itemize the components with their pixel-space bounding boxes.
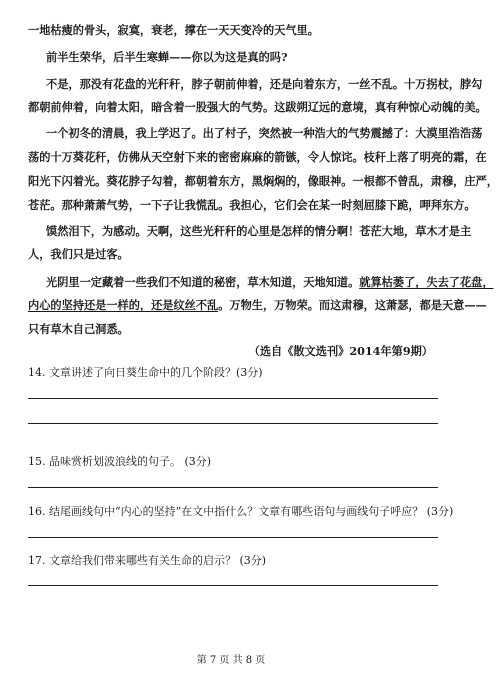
passage-line-13: 只有草木自己洞悉。 [28, 322, 129, 336]
passage-line-11 [46, 275, 494, 289]
question-15: 15. 品味赏析划波浪线的句子。 (3分) [28, 455, 212, 468]
page-footer: 第 7 页 共 8 页 [196, 655, 266, 666]
answer-line-17[interactable] [28, 585, 438, 586]
answer-line-14a[interactable] [28, 398, 438, 399]
passage-line-6: 荡的十万葵花秆，仿佛从天空射下来的密密麻麻的箭镞，令人惊诧。枝秆上落了明亮的霜，在 [28, 150, 487, 164]
question-14: 14. 文章讲述了向日葵生命中的几个阶段？(3分) [28, 366, 263, 379]
passage-line-12 [28, 298, 487, 312]
passage-line-11-text: 光阴里一定藏着一些我们不知道的秘密，草木知道，天地知道。 [46, 275, 360, 289]
passage-line-4: 都朝前伸着，向着太阳，暗含着一股强大的气势。这跋朔辽远的意境，真有种惊心动魄的美。 [28, 100, 487, 114]
passage-line-12-text: 。万物生，万物荣。而这肃穆，这萧瑟，都是天意—— [218, 298, 487, 312]
passage-line-10: 人，我们只是过客。 [28, 247, 129, 261]
passage-line-3: 不是，那没有花盘的光秆秆，脖子朝前伸着，还是向着东方，一丝不乱。十万拐杖，脖勾 [46, 77, 483, 91]
underlined-sentence-part-1: 就算枯萎了，失去了花盘， [359, 275, 494, 289]
source-citation: （选自《散文选刊》2014年第9期） [248, 344, 433, 358]
passage-line-8: 苍茫。那种萧萧气势，一下子让我慌乱。我担心，它们会在某一时刻屈膝下跪，呷拜东方。 [28, 198, 476, 212]
underlined-sentence-part-2: 内心的坚持还是一样的，还是纹丝不乱 [28, 298, 219, 312]
passage-line-1: 一地枯瘦的骨头，寂寞，衰老，撑在一天天变冷的天气里。 [28, 23, 319, 37]
passage-line-5: 一个初冬的清晨，我上学迟了。出了村子，突然被一种浩大的气势震撼了：大漠里浩浩荡 [46, 126, 483, 140]
answer-line-15[interactable] [28, 487, 438, 488]
question-16: 16. 结尾画线句中“内心的坚持”在文中指什么？文章有哪些语句与画线句子呼应？ (3分) [28, 505, 454, 518]
passage-line-7: 阳光下闪着光。葵花脖子勾着，都朝着东方，黑焖焖的，像眼神。一根都不曾乱，肃穆，庄严， [28, 174, 498, 188]
question-17: 17. 文章给我们带来哪些有关生命的启示？ (3分) [28, 554, 267, 567]
passage-line-9: 馍然泪下，为感动。天啊，这些光秆秆的心里是怎样的情分啊！苍茫大地，草木才是主 [46, 224, 472, 238]
passage-line-2: 前半生荣华，后半生寒蝉——你以为这是真的吗? [46, 50, 288, 64]
answer-line-14b[interactable] [28, 423, 438, 424]
answer-line-16[interactable] [28, 537, 438, 538]
